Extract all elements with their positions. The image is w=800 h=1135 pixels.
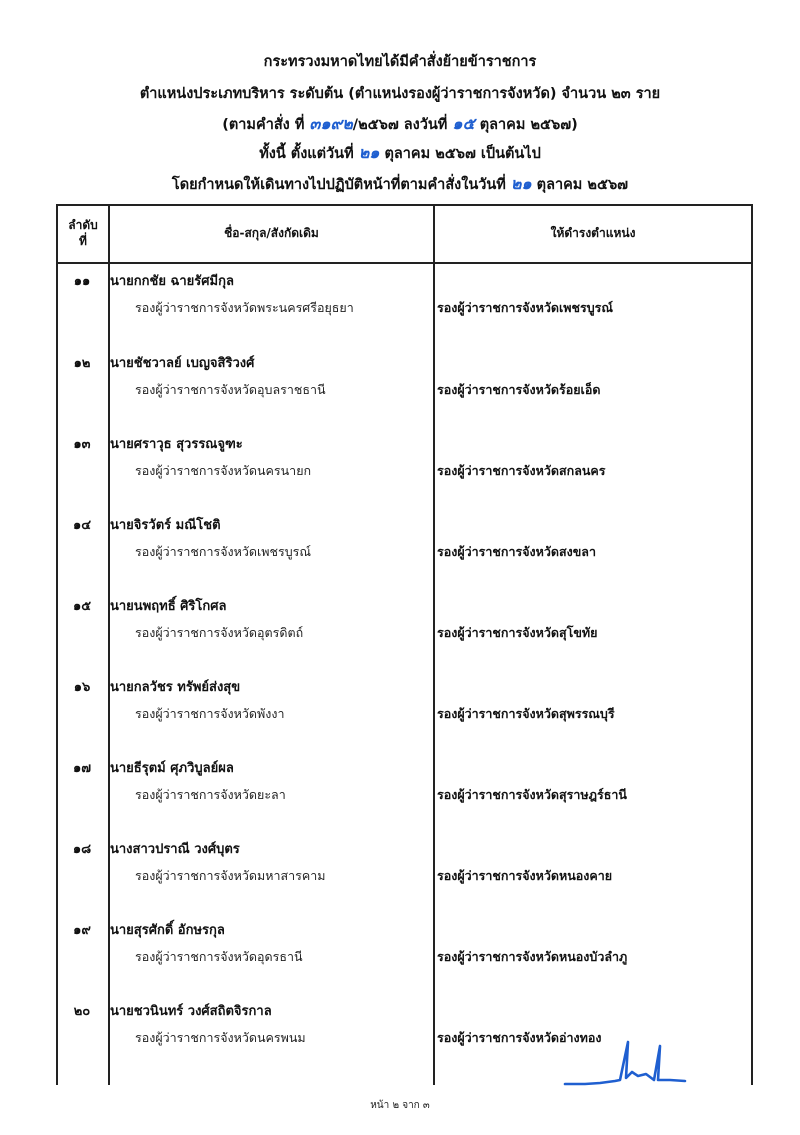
table-row — [56, 759, 753, 819]
row-number: ๒๐ — [73, 1004, 91, 1019]
table-row — [56, 272, 753, 332]
row-number: ๑๙ — [73, 923, 91, 938]
column-header-order-label: ลำดับ ที่ — [68, 218, 98, 248]
previous-position: รองผู้ว่าราชการจังหวัดยะลา — [135, 787, 286, 802]
row-number: ๑๔ — [72, 518, 92, 533]
person-name: นายจิรวัตร์ มณีโชติ — [110, 518, 221, 533]
person-name: นายชวนินทร์ วงศ์สถิตจิรกาล — [110, 1004, 272, 1019]
table-header-divider — [56, 262, 753, 264]
person-name: นายชัชวาลย์ เบญจสิริวงศ์ — [110, 356, 255, 371]
row-number: ๑๓ — [73, 437, 91, 452]
previous-position: รองผู้ว่าราชการจังหวัดพังงา — [135, 706, 285, 721]
previous-position: รองผู้ว่าราชการจังหวัดนครนายก — [135, 463, 312, 478]
row-number: ๑๒ — [73, 356, 91, 371]
report-suffix: ตุลาคม ๒๕๖๗ — [531, 177, 629, 193]
row-number: ๑๑ — [73, 274, 91, 289]
heading-title: กระทรวงมหาดไทยได้มีคำสั่งย้ายข้าราชการ — [263, 54, 537, 70]
person-name: นายกกชัย ฉายรัศมีกุล — [110, 274, 234, 289]
effective-day-handwritten: ๒๑ — [358, 143, 380, 162]
table-row — [56, 840, 753, 900]
order-suffix: ตุลาคม ๒๕๖๗) — [474, 117, 578, 133]
new-position: รองผู้ว่าราชการจังหวัดสงขลา — [437, 544, 596, 559]
order-prefix: (ตามคำสั่ง ที่ — [222, 117, 310, 133]
previous-position: รองผู้ว่าราชการจังหวัดพระนครศรีอยุธยา — [135, 300, 354, 315]
report-date-line — [0, 172, 800, 197]
heading-subtitle: ตำแหน่งประเภทบริหาร ระดับต้น (ตำแหน่งรองผู้ว่าราชการจังหวัด) จำนวน ๒๓ ราย — [139, 86, 661, 102]
row-number: ๑๘ — [72, 842, 92, 857]
order-reference — [0, 112, 800, 137]
person-name: นายธีรุตม์ ศุภวิบูลย์ผล — [110, 761, 234, 776]
new-position: รองผู้ว่าราชการจังหวัดสุโขทัย — [437, 625, 598, 640]
order-date-handwritten: ๑๕ — [452, 114, 475, 133]
row-number: ๑๗ — [72, 761, 92, 776]
table-row — [56, 435, 753, 495]
new-position: รองผู้ว่าราชการจังหวัดอ่างทอง — [437, 1030, 602, 1045]
new-position: รองผู้ว่าราชการจังหวัดหนองบัวลำภู — [437, 949, 628, 964]
previous-position: รองผู้ว่าราชการจังหวัดอุตรดิตถ์ — [135, 625, 304, 640]
column-header-order — [58, 204, 108, 262]
effective-suffix: ตุลาคม ๒๕๖๗ เป็นต้นไป — [379, 146, 541, 162]
report-prefix: โดยกำหนดให้เดินทางไปปฏิบัติหน้าที่ตามคำสั่งในวันที่ — [171, 177, 511, 193]
new-position: รองผู้ว่าราชการจังหวัดหนองคาย — [437, 868, 613, 883]
table-row — [56, 678, 753, 738]
table-row — [56, 354, 753, 414]
previous-position: รองผู้ว่าราชการจังหวัดนครพนม — [135, 1030, 306, 1045]
new-position: รองผู้ว่าราชการจังหวัดร้อยเอ็ด — [437, 382, 601, 397]
report-day-handwritten: ๒๑ — [510, 174, 532, 193]
new-position: รองผู้ว่าราชการจังหวัดสุพรรณบุรี — [437, 706, 615, 721]
new-position: รองผู้ว่าราชการจังหวัดสุราษฎร์ธานี — [437, 787, 627, 802]
column-header-name: ชื่อ-สกุล/สังกัดเดิม — [224, 226, 319, 240]
row-number: ๑๕ — [72, 599, 92, 614]
table-row — [56, 921, 753, 981]
order-number-handwritten: ๓๑๙๒ — [309, 114, 353, 133]
row-number: ๑๖ — [73, 680, 91, 695]
table-row — [56, 597, 753, 657]
new-position: รองผู้ว่าราชการจังหวัดสกลนคร — [437, 463, 606, 478]
effective-prefix: ทั้งนี้ ตั้งแต่วันที่ — [259, 146, 359, 162]
person-name: นายกลวัชร ทรัพย์ส่งสุข — [110, 680, 241, 695]
effective-date-line — [0, 141, 800, 166]
person-name: นายสุรศักดิ์ อักษรกุล — [110, 923, 225, 938]
previous-position: รองผู้ว่าราชการจังหวัดเพชรบูรณ์ — [135, 544, 311, 559]
previous-position: รองผู้ว่าราชการจังหวัดอุบลราชธานี — [135, 382, 326, 397]
previous-position: รองผู้ว่าราชการจังหวัดมหาสารคาม — [135, 868, 326, 883]
handwritten-signature — [560, 1036, 690, 1092]
person-name: นางสาวปราณี วงศ์บุตร — [110, 842, 240, 857]
new-position: รองผู้ว่าราชการจังหวัดเพชรบูรณ์ — [437, 300, 613, 315]
order-mid: /๒๕๖๗ ลงวันที่ — [352, 117, 453, 133]
transfer-table — [56, 204, 753, 1085]
previous-position: รองผู้ว่าราชการจังหวัดอุดรธานี — [135, 949, 303, 964]
table-row — [56, 516, 753, 576]
person-name: นายศราวุธ สุวรรณจูฑะ — [110, 437, 243, 452]
page-number: หน้า ๒ จาก ๓ — [370, 1100, 430, 1111]
column-header-new-position: ให้ดำรงตำแหน่ง — [550, 226, 636, 240]
person-name: นายนพฤทธิ์ ศิริโกศล — [110, 599, 227, 614]
